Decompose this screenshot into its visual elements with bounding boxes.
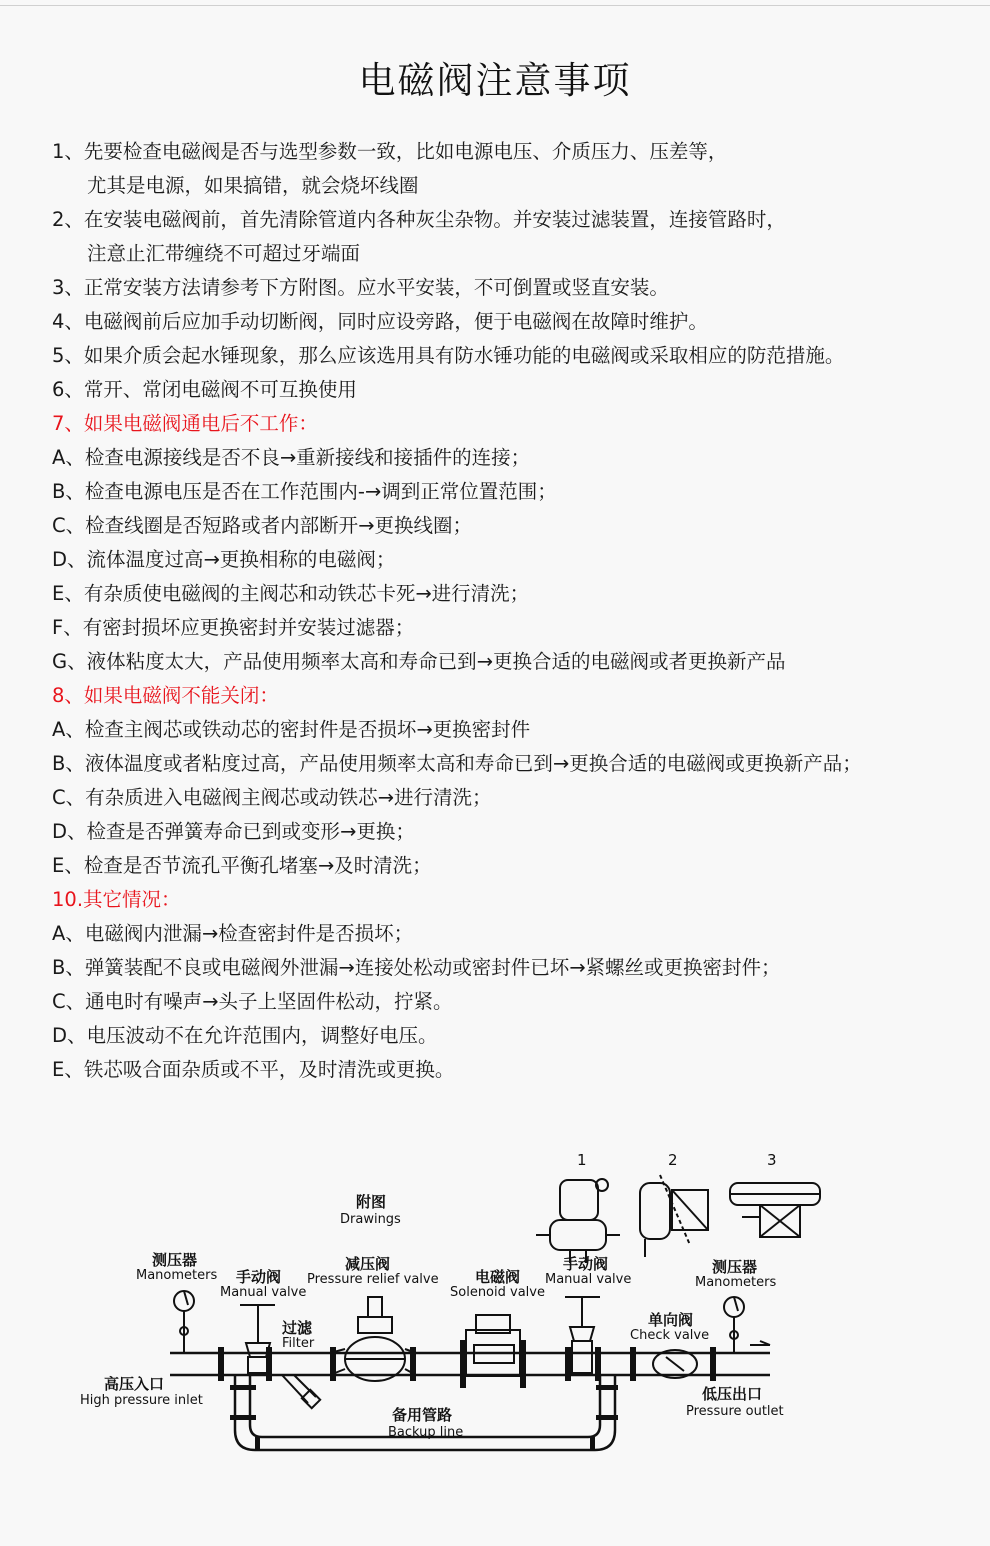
- note-line: 注意止汇带缠绕不可超过牙端面: [87, 242, 361, 265]
- note-line: B、检查电源电压是否在工作范围内-→调到正常位置范围；: [52, 480, 557, 503]
- notes-list: [52, 135, 982, 1087]
- manual-valve-right-en: Manual valve: [545, 1272, 632, 1287]
- note-line: A、检查主阀芯或铁动芯的密封件是否损坏→更换密封件: [52, 718, 531, 741]
- diagram-title-en: Drawings: [340, 1212, 401, 1227]
- manometers-right-zh: 测压器: [712, 1258, 758, 1276]
- inlet-zh: 高压入口: [104, 1375, 165, 1393]
- note-line: C、有杂质进入电磁阀主阀芯或动铁芯→进行清洗；: [52, 786, 492, 809]
- manometers-right-en: Manometers: [695, 1275, 777, 1290]
- note-line: D、检查是否弹簧寿命已到或变形→更换；: [52, 820, 415, 843]
- note-line: B、弹簧装配不良或电磁阀外泄漏→连接处松动或密封件已坏→紧螺丝或更换密封件；: [52, 956, 781, 979]
- diagram-title-zh: 附图: [356, 1193, 387, 1211]
- note-line: 2、在安装电磁阀前，首先清除管道内各种灰尘杂物。并安装过滤装置，连接管路时，: [52, 208, 786, 231]
- outlet-zh: 低压出口: [702, 1385, 763, 1403]
- manometers-left-en: Manometers: [136, 1268, 218, 1283]
- pressure-relief-en: Pressure relief valve: [307, 1272, 439, 1287]
- manometer-left: [174, 1291, 194, 1353]
- check-valve-zh: 单向阀: [648, 1311, 694, 1329]
- section-heading: 10.其它情况：: [52, 888, 181, 911]
- variant-3-sketch: [730, 1183, 820, 1237]
- filter: [282, 1375, 320, 1408]
- note-line: A、检查电源接线是否不良→重新接线和接插件的连接；: [52, 446, 531, 469]
- filter-en: Filter: [282, 1336, 315, 1351]
- note-line: D、电压波动不在允许范围内，调整好电压。: [52, 1024, 438, 1047]
- variant-number-3: 3: [767, 1151, 777, 1169]
- note-line: G、液体粘度太大，产品使用频率太高和寿命已到→更换合适的电磁阀或者更换新产品: [52, 650, 786, 673]
- section-heading: 8、如果电磁阀不能关闭：: [52, 684, 279, 707]
- variant-1-sketch: [536, 1179, 620, 1263]
- outlet-arrow: [750, 1341, 770, 1345]
- note-line: E、有杂质使电磁阀的主阀芯和动铁芯卡死→进行清洗；: [52, 582, 530, 605]
- solenoid-valve: [466, 1315, 520, 1376]
- check-valve-en: Check valve: [630, 1328, 710, 1343]
- variant-number-2: 2: [668, 1151, 678, 1169]
- note-line: D、流体温度过高→更换相称的电磁阀；: [52, 548, 396, 571]
- note-line: 1、先要检查电磁阀是否与选型参数一致，比如电源电压、介质压力、压差等，: [52, 140, 728, 163]
- solenoid-zh: 电磁阀: [475, 1268, 521, 1286]
- installation-diagram: [70, 1145, 830, 1485]
- page-title: 电磁阀注意事项: [358, 59, 632, 102]
- backup-zh: 备用管路: [392, 1406, 453, 1424]
- manual-valve-right-zh: 手动阀: [563, 1255, 609, 1273]
- top-divider: [0, 5, 990, 6]
- pressure-relief-valve: [330, 1297, 416, 1381]
- section-heading: 7、如果电磁阀通电后不工作：: [52, 412, 318, 435]
- note-line: C、通电时有噪声→头子上坚固件松动，拧紧。: [52, 990, 453, 1013]
- note-line: A、电磁阀内泄漏→检查密封件是否损坏；: [52, 922, 414, 945]
- manual-valve-left-en: Manual valve: [220, 1285, 307, 1300]
- manual-valve-left-zh: 手动阀: [236, 1268, 282, 1286]
- variant-number-1: 1: [577, 1151, 587, 1169]
- outlet-en: Pressure outlet: [686, 1404, 784, 1419]
- note-line: 5、如果介质会起水锤现象，那么应该选用具有防水锤功能的电磁阀或采取相应的防范措施。: [52, 344, 845, 367]
- variant-2-sketch: [640, 1175, 708, 1257]
- filter-zh: 过滤: [282, 1319, 313, 1337]
- inlet-en: High pressure inlet: [80, 1393, 203, 1408]
- note-line: E、铁芯吸合面杂质或不平，及时清洗或更换。: [52, 1058, 455, 1081]
- pressure-relief-zh: 减压阀: [345, 1255, 391, 1273]
- manometers-left-zh: 测压器: [152, 1251, 198, 1269]
- note-line: 3、正常安装方法请参考下方附图。应水平安装，不可倒置或竖直安装。: [52, 276, 669, 299]
- solenoid-en: Solenoid valve: [450, 1285, 545, 1300]
- note-line: 4、电磁阀前后应加手动切断阀，同时应设旁路，便于电磁阀在故障时维护。: [52, 310, 708, 333]
- note-line: F、有密封损坏应更换密封并安装过滤器；: [52, 616, 415, 639]
- manometer-right: [724, 1297, 744, 1353]
- backup-en: Backup line: [388, 1425, 464, 1440]
- note-line: C、检查线圈是否短路或者内部断开→更换线圈；: [52, 514, 472, 537]
- note-line: 尤其是电源，如果搞错，就会烧坏线圈: [87, 174, 419, 197]
- note-line: B、液体温度或者粘度过高，产品使用频率太高和寿命已到→更换合适的电磁阀或更换新产品；: [52, 752, 862, 775]
- note-line: 6、常开、常闭电磁阀不可互换使用: [52, 378, 357, 401]
- note-line: E、检查是否节流孔平衡孔堵塞→及时清洗；: [52, 854, 432, 877]
